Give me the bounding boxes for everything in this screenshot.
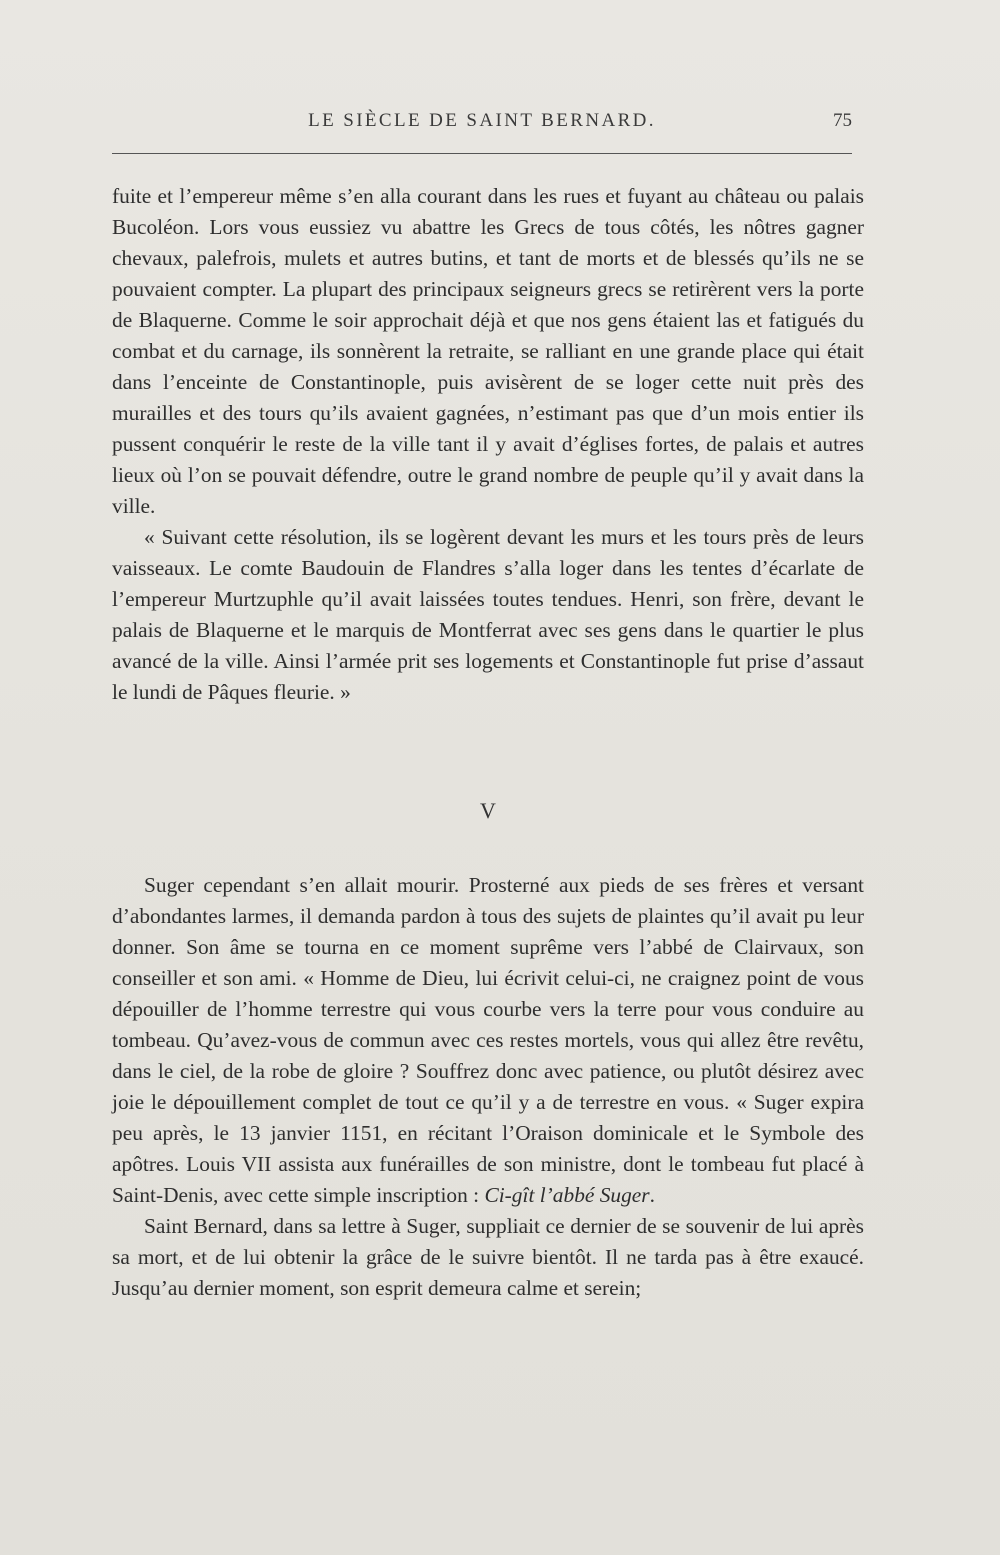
paragraph-saint-bernard: Saint Bernard, dans sa lettre à Suger, suppliait ce dernier de se souvenir de lui après sa mort, et de lui obtenir la grâce de le suivre bientôt. Il ne tarda pas à être exaucé. Jusqu’au dernier moment, son esprit demeura calme et serein; bbox=[112, 1214, 864, 1300]
text-block-top bbox=[112, 181, 864, 708]
section-numeral: V bbox=[480, 798, 496, 823]
paragraph-suger-death bbox=[112, 870, 864, 1211]
text-block-bottom bbox=[112, 870, 864, 1304]
paragraph-quotation: « Suivant cette résolution, ils se logèrent devant les murs et les tours près de leurs vaisseaux. Le comte Baudouin de Flandres s’alla loger dans les tentes d’écarlate de l’empereur Murtzuphle qu’il avait laissées toutes tendues. Henri, son frère, devant le palais de Blaquerne et le marquis de Montferrat avec ses gens dans le quartier le plus avancé de la ville. Ainsi l’armée prit ses logements et Constantinople fut prise d’assaut le lundi de Pâques fleurie. » bbox=[112, 525, 864, 704]
paragraph-suger-death-text: Suger cependant s’en allait mourir. Prosterné aux pieds de ses frères et versant d’abondantes larmes, il demanda pardon à tous des sujets de plaintes qu’il avait pu leur donner. Son âme se tourna en ce moment suprême vers l’abbé de Clairvaux, son conseiller et son ami. « Homme de Dieu, lui écrivit celui-ci, ne craignez point de vous dépouiller de l’homme terrestre qui vous courbe vers la terre pour vous conduire au tombeau. Qu’avez-vous de commun avec ces restes mortels, vous qui allez être revêtu, dans le ciel, de la robe de gloire ? Souffrez donc avec patience, ou plutôt désirez avec joie le dépouillement complet de tout ce qu’il y a de terrestre en vous. « Suger expira peu après, le 13 janvier 1151, en récitant l’Oraison dominicale et le Symbole des apôtres. Louis VII assista aux funérailles de son ministre, dont le tombeau fut placé à Saint-Denis, avec cette simple inscription : bbox=[112, 873, 864, 1207]
header-rule bbox=[112, 153, 852, 154]
running-title: LE SIÈCLE DE SAINT BERNARD. bbox=[308, 110, 656, 131]
running-head bbox=[112, 110, 852, 140]
epitaph-inscription: Ci-gît l’abbé Suger bbox=[484, 1183, 650, 1207]
page-number: 75 bbox=[833, 110, 852, 131]
paragraph-continued: fuite et l’empereur même s’en alla courant dans les rues et fuyant au château ou palais Bucoléon. Lors vous eussiez vu abattre les Grecs de tous côtés, les nôtres gagner chevaux, palefrois, mulets et autres butins, et tant de morts et de blessés qu’ils ne se pouvaient compter. La plupart des principaux seigneurs grecs se retirèrent vers la porte de Blaquerne. Comme le soir approchait déjà et que nos gens étaient las et fatigués du combat et du carnage, ils sonnèrent la retraite, se ralliant en une grande place qui était dans l’enceinte de Constantinople, puis avisèrent de se loger cette nuit près des murailles et des tours qu’ils avaient gagnées, n’estimant pas que d’un mois entier ils pussent conquérir le reste de la ville tant il y avait d’églises fortes, de palais et autres lieux où l’on se pouvait défendre, outre le grand nombre de peuple qu’il y avait dans la ville. bbox=[112, 184, 864, 518]
paragraph-suger-death-end: . bbox=[649, 1183, 655, 1207]
